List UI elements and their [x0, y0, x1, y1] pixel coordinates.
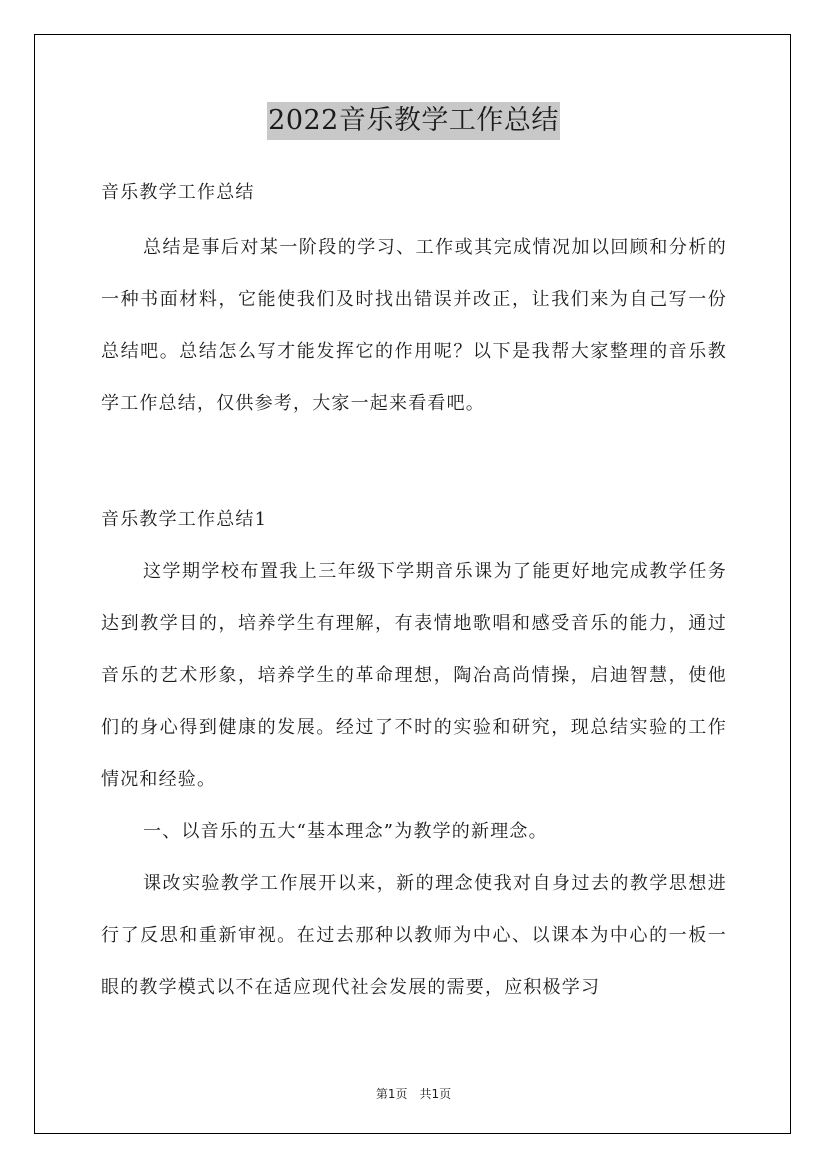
- title-container: [0, 102, 827, 140]
- section1-paragraph-1: 这学期学校布置我上三年级下学期音乐课为了能更好地完成教学任务达到教学目的，培养学生有理解，有表情地歌唱和感受音乐的能力，通过音乐的艺术形象，培养学生的革命理想，陶冶高尚情操，启迪智慧，使他们的身心得到健康的发展。经过了不时的实验和研究，现总结实验的工作情况和经验。: [101, 561, 727, 790]
- section1-heading: 音乐教学工作总结1: [101, 509, 268, 530]
- document-title: 2022音乐教学工作总结: [267, 102, 560, 140]
- section1-body: [101, 546, 727, 1014]
- page-footer: [0, 1085, 827, 1102]
- section1-point-1: 一、以音乐的五大“基本理念”为教学的新理念。: [143, 821, 548, 842]
- section1-paragraph-2: 课改实验教学工作展开以来，新的理念使我对自身过去的教学思想进行了反思和重新审视。在过去那种以教师为中心、以课本为中心的一板一眼的教学模式以不在适应现代社会发展的需要，应积极学习: [101, 873, 727, 998]
- subtitle-text: 音乐教学工作总结: [101, 182, 255, 203]
- page-number-label: 第1页 共1页: [375, 1087, 452, 1101]
- section1-heading-block: [101, 507, 727, 533]
- intro-block: [101, 222, 727, 430]
- intro-paragraph: 总结是事后对某一阶段的学习、工作或其完成情况加以回顾和分析的一种书面材料，它能使我们及时找出错误并改正，让我们来为自己写一份总结吧。总结怎么写才能发挥它的作用呢？以下是我帮大家整理的音乐教学工作总结，仅供参考，大家一起来看看吧。: [101, 237, 727, 414]
- document-subtitle: [101, 180, 727, 206]
